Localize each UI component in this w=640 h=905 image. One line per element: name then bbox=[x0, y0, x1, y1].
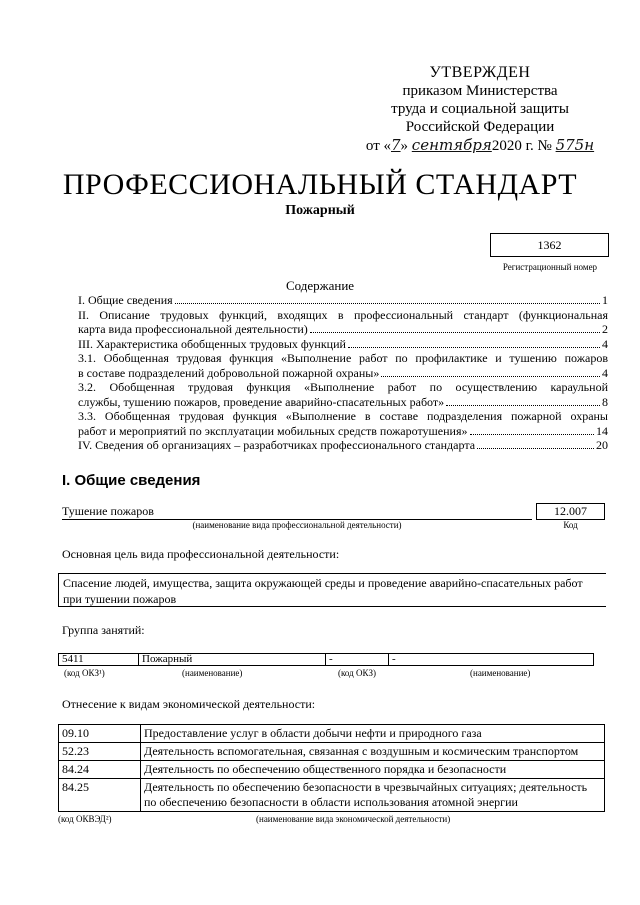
okved-code-cell: 84.25 bbox=[59, 779, 141, 812]
okved-desc-cell: Деятельность по обеспечению безопасности в чрезвычайных ситуациях; деятельность по обеспечению безопасности в области использования атомной энергии bbox=[141, 779, 605, 812]
okved-code-cell: 09.10 bbox=[59, 725, 141, 743]
toc-leader bbox=[310, 332, 600, 333]
toc-item-line: 3.1. Обобщенная трудовая функция «Выполнение работ по профилактике и тушению пожаров bbox=[78, 351, 608, 365]
toc-item bbox=[78, 438, 608, 453]
toc-title: Содержание bbox=[285, 278, 355, 293]
table-row bbox=[59, 779, 605, 812]
toc-item bbox=[78, 395, 608, 410]
approval-header: УТВЕРЖДЕН bbox=[429, 64, 531, 81]
toc-item bbox=[78, 293, 608, 308]
activity-code: 12.007 bbox=[536, 503, 605, 520]
group-caption-4: (наименование) bbox=[470, 668, 531, 678]
registration-number-box: 1362 bbox=[490, 233, 609, 257]
toc-leader bbox=[348, 347, 600, 348]
okved-code-cell: 84.24 bbox=[59, 761, 141, 779]
document-title: ПРОФЕССИОНАЛЬНЫЙ СТАНДАРТ bbox=[62, 168, 578, 201]
toc-item bbox=[78, 337, 608, 352]
okved-desc-cell: Предоставление услуг в области добычи нефти и природного газа bbox=[141, 725, 605, 743]
toc-leader bbox=[470, 434, 595, 435]
toc-leader bbox=[477, 448, 594, 449]
table-row bbox=[59, 743, 605, 761]
toc-item-label: работ и мероприятий по эксплуатации мобильных средств пожаротушения» bbox=[78, 423, 468, 438]
activity-code-caption: Код bbox=[563, 520, 578, 530]
toc-leader bbox=[381, 376, 600, 377]
toc-item-label: IV. Сведения об организациях – разработчиках профессионального стандарта bbox=[78, 438, 476, 452]
okved-caption-2: (наименование вида экономической деятельности) bbox=[256, 814, 451, 824]
activity-kind: Тушение пожаров bbox=[62, 504, 154, 518]
okz-code-cell-2: - bbox=[326, 654, 389, 666]
toc-item-line: 3.2. Обобщенная трудовая функция «Выполнение работ по осуществлению караульной bbox=[78, 380, 608, 394]
toc-page-number: 2 bbox=[602, 322, 608, 336]
goal-text: Спасение людей, имущества, защита окружающей среды и проведение аварийно-спасательных работ при тушении пожаров bbox=[58, 573, 606, 607]
toc-item bbox=[78, 366, 608, 381]
okved-caption-1: (код ОКВЭД²) bbox=[58, 814, 112, 824]
okz-name-cell-2: - bbox=[389, 654, 594, 666]
toc-page-number: 8 bbox=[602, 394, 608, 409]
toc-item-label: службы, тушению пожаров, проведение аварийно-спасательных работ» bbox=[78, 394, 445, 409]
toc-page-number: 20 bbox=[596, 438, 608, 452]
toc-item-label: карта вида профессиональной деятельности) bbox=[78, 322, 308, 336]
order-number: 575н bbox=[555, 136, 595, 154]
toc-item-label: I. Общие сведения bbox=[78, 293, 173, 307]
approval-line-2: труда и социальной защиты bbox=[391, 101, 569, 117]
table-row bbox=[59, 725, 605, 743]
okved-table bbox=[58, 724, 605, 812]
date-day: 7 bbox=[391, 136, 401, 154]
toc-page-number: 4 bbox=[602, 336, 608, 351]
date-month: сентября bbox=[411, 136, 492, 154]
okved-desc-cell: Деятельность вспомогательная, связанная с воздушным и космическим транспортом bbox=[141, 743, 605, 761]
goal-heading: Основная цель вида профессиональной деятельности: bbox=[62, 547, 340, 561]
toc-page-number: 4 bbox=[602, 365, 608, 380]
table-row bbox=[59, 654, 594, 666]
toc-item bbox=[78, 424, 608, 439]
toc-item-label: III. Характеристика обобщенных трудовых функций bbox=[78, 336, 346, 351]
approval-date-line bbox=[360, 136, 600, 155]
toc-item bbox=[78, 322, 608, 337]
okz-name-cell: Пожарный bbox=[139, 654, 326, 666]
date-year: 2020 г. № bbox=[491, 138, 552, 154]
date-mid: » bbox=[400, 138, 409, 154]
toc-page-number: 1 bbox=[602, 293, 608, 307]
registration-caption: Регистрационный номер bbox=[502, 262, 598, 272]
date-prefix: от « bbox=[365, 138, 391, 154]
approval-block bbox=[360, 64, 600, 155]
group-heading: Группа занятий: bbox=[62, 623, 145, 637]
okved-code-cell: 52.23 bbox=[59, 743, 141, 761]
toc-item-label: в составе подразделений добровольной пожарной охраны» bbox=[78, 365, 380, 380]
activity-kind-caption: (наименование вида профессиональной деятельности) bbox=[192, 520, 402, 530]
occupation-group-table bbox=[58, 653, 594, 666]
group-caption-2: (наименование) bbox=[182, 668, 243, 678]
okz-code-cell: 5411 bbox=[59, 654, 139, 666]
toc-leader bbox=[446, 405, 600, 406]
toc-item-line: 3.3. Обобщенная трудовая функция «Выполнение в составе подразделения пожарной охраны bbox=[78, 409, 608, 423]
table-row bbox=[59, 761, 605, 779]
approval-line-3: Российской Федерации bbox=[405, 119, 555, 135]
group-caption-1: (код ОКЗ¹) bbox=[64, 668, 105, 678]
okved-heading: Отнесение к видам экономической деятельности: bbox=[62, 697, 316, 711]
okved-desc-cell: Деятельность по обеспечению общественного порядка и безопасности bbox=[141, 761, 605, 779]
approval-line-1: приказом Министерства bbox=[402, 83, 558, 99]
toc-leader bbox=[175, 303, 600, 304]
table-of-contents bbox=[78, 293, 608, 453]
document-subtitle: Пожарный bbox=[285, 203, 355, 218]
group-caption-3: (код ОКЗ) bbox=[338, 668, 376, 678]
toc-page-number: 14 bbox=[596, 423, 608, 438]
toc-item-line: II. Описание трудовых функций, входящих в профессиональный стандарт (функциональная bbox=[78, 307, 608, 322]
section-heading: I. Общие сведения bbox=[62, 472, 201, 489]
